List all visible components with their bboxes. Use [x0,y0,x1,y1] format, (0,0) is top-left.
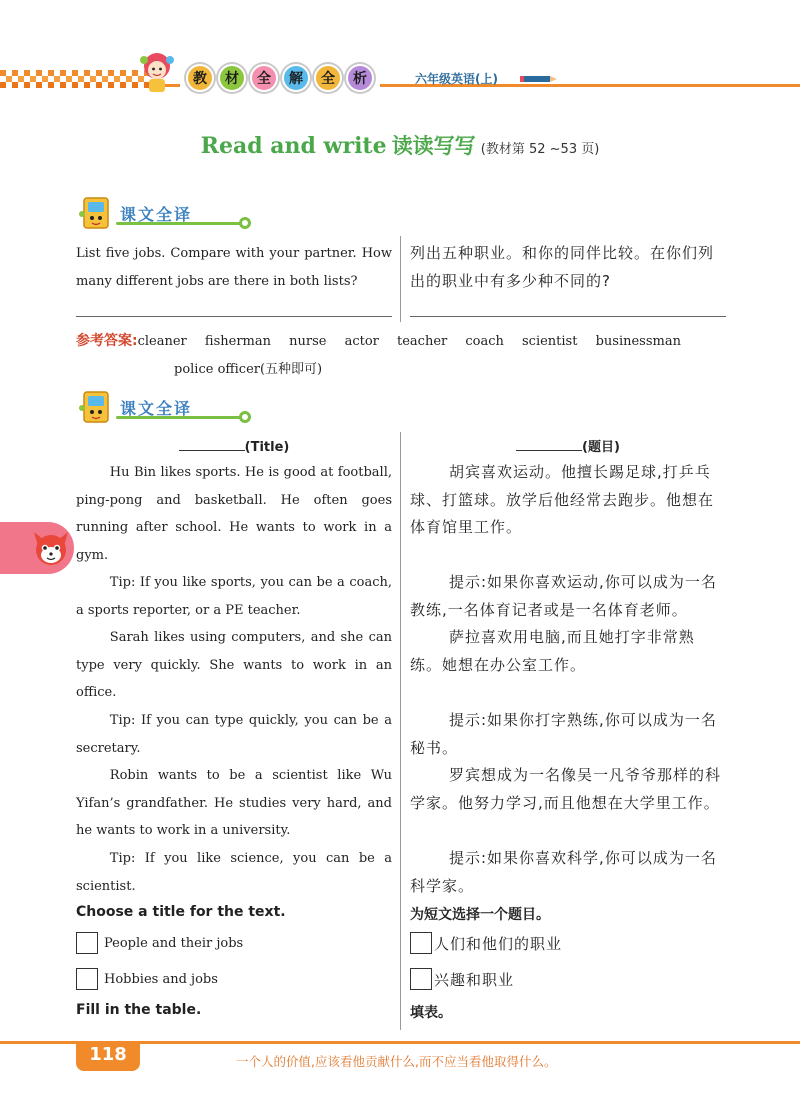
passage-zh-tip-1: 提示:如果你喜欢运动,你可以成为一名教练,一名体育记者或是一名体育老师。 [410,573,717,619]
badge-4: 全 [314,64,342,92]
passage-zh-tip-3: 提示:如果你喜欢科学,你可以成为一名科学家。 [410,849,717,895]
badge-5: 析 [346,64,374,92]
checkbox[interactable] [76,932,98,954]
section-label: 课文全译 [120,205,193,224]
fill-table-chinese: 填表。 [410,1005,452,1021]
passage-zh-paragraph-3: 罗宾想成为一名像吴一凡爷爷那样的科学家。他努力学习,而且他想在大学里工作。 [410,766,722,812]
section-header-2 [76,386,246,426]
section-dot [239,411,251,423]
checkbox[interactable] [410,932,432,954]
fill-table-english: Fill in the table. [76,1002,202,1018]
title-zh-label: (题目) [582,440,620,455]
title-blank[interactable] [179,437,245,451]
badge-3: 解 [282,64,310,92]
header-pixel-decoration [0,70,150,92]
page-number: 118 [89,1044,127,1065]
choose-title-chinese: 为短文选择一个题目。 [410,907,550,923]
task-chinese: 列出五种职业。和你的同伴比较。在你们列出的职业中有多少种不同的? [410,244,715,290]
option-label: People and their jobs [104,935,244,951]
fox-face-icon [30,526,72,570]
footer-motto: 一个人的价值,应该看他贡献什么,而不应当看他取得什么。 [236,1054,557,1069]
checkbox[interactable] [410,968,432,990]
passage-zh-paragraph-2: 萨拉喜欢用电脑,而且她打字非常熟练。她想在办公室工作。 [410,628,695,674]
option-hobbies-jobs[interactable] [76,968,218,990]
passage-en-tip-3: Tip: If you like science, you can be a scientist. [76,851,392,894]
grade-label: 六年级英语(上) [415,72,498,86]
passage-title-chinese [410,436,726,455]
title-en-label: (Title) [244,440,290,455]
answer-line-1: cleaner fisherman nurse actor teacher coach scientist businessman [137,334,681,349]
column-divider-1 [400,236,401,322]
answer-line-2: police officer(五种即可) [174,362,323,377]
section-dot [239,217,251,229]
passage-zh-paragraph-1: 胡宾喜欢运动。他擅长踢足球,打乒乓球、打篮球。放学后他经常去跑步。他想在体育馆里工作。 [410,463,715,536]
pencil-icon [520,72,558,86]
passage-en-tip-2: Tip: If you can type quickly, you can be a secretary. [76,713,392,756]
badge-1: 材 [218,64,246,92]
title-english: Read and write [200,133,387,159]
checkbox[interactable] [76,968,98,990]
passage-en-paragraph-2: Sarah likes using computers, and she can type very quickly. She wants to work in an office. [76,630,392,700]
passage-en-paragraph-1: Hu Bin likes sports. He is good at football, ping-pong and basketball. He often goes running after school. He wants to work in a gym. [76,465,392,563]
column-divider-2 [400,432,401,1030]
badge-0: 教 [186,64,214,92]
page-title [0,130,800,160]
section-header-1 [76,192,246,232]
choose-title-english: Choose a title for the text. [76,904,286,920]
passage-title-english [76,436,392,455]
title-pages: (教材第 52 ~53 页) [480,142,600,157]
option-people-jobs[interactable] [76,932,243,954]
section-label: 课文全译 [120,399,193,418]
passage-zh-tip-2: 提示:如果你打字熟练,你可以成为一名秘书。 [410,711,717,757]
title-blank[interactable] [516,437,582,451]
book-character-icon [76,386,116,426]
option-hobbies-jobs-zh[interactable] [410,968,514,990]
passage-en-paragraph-3: Robin wants to be a scientist like Wu Yifan’s grandfather. He studies very hard, and he wants to work in a university. [76,768,392,838]
option-label: Hobbies and jobs [104,971,218,987]
girl-mascot-icon [134,50,180,96]
option-label: 兴趣和职业 [434,970,515,989]
answer-line-left [76,316,392,317]
badge-2: 全 [250,64,278,92]
title-chinese: 读读写写 [391,134,476,158]
task-english: List five jobs. Compare with your partner. How many different jobs are there in both lists? [76,246,392,289]
answer-label: 参考答案: [76,333,138,349]
option-label: 人们和他们的职业 [434,934,563,953]
passage-en-tip-1: Tip: If you like sports, you can be a coach, a sports reporter, or a PE teacher. [76,575,392,618]
series-title-badges [186,64,374,92]
option-people-jobs-zh[interactable] [410,932,562,954]
book-character-icon [76,192,116,232]
answer-line-right [410,316,726,317]
reference-answer [76,326,726,384]
